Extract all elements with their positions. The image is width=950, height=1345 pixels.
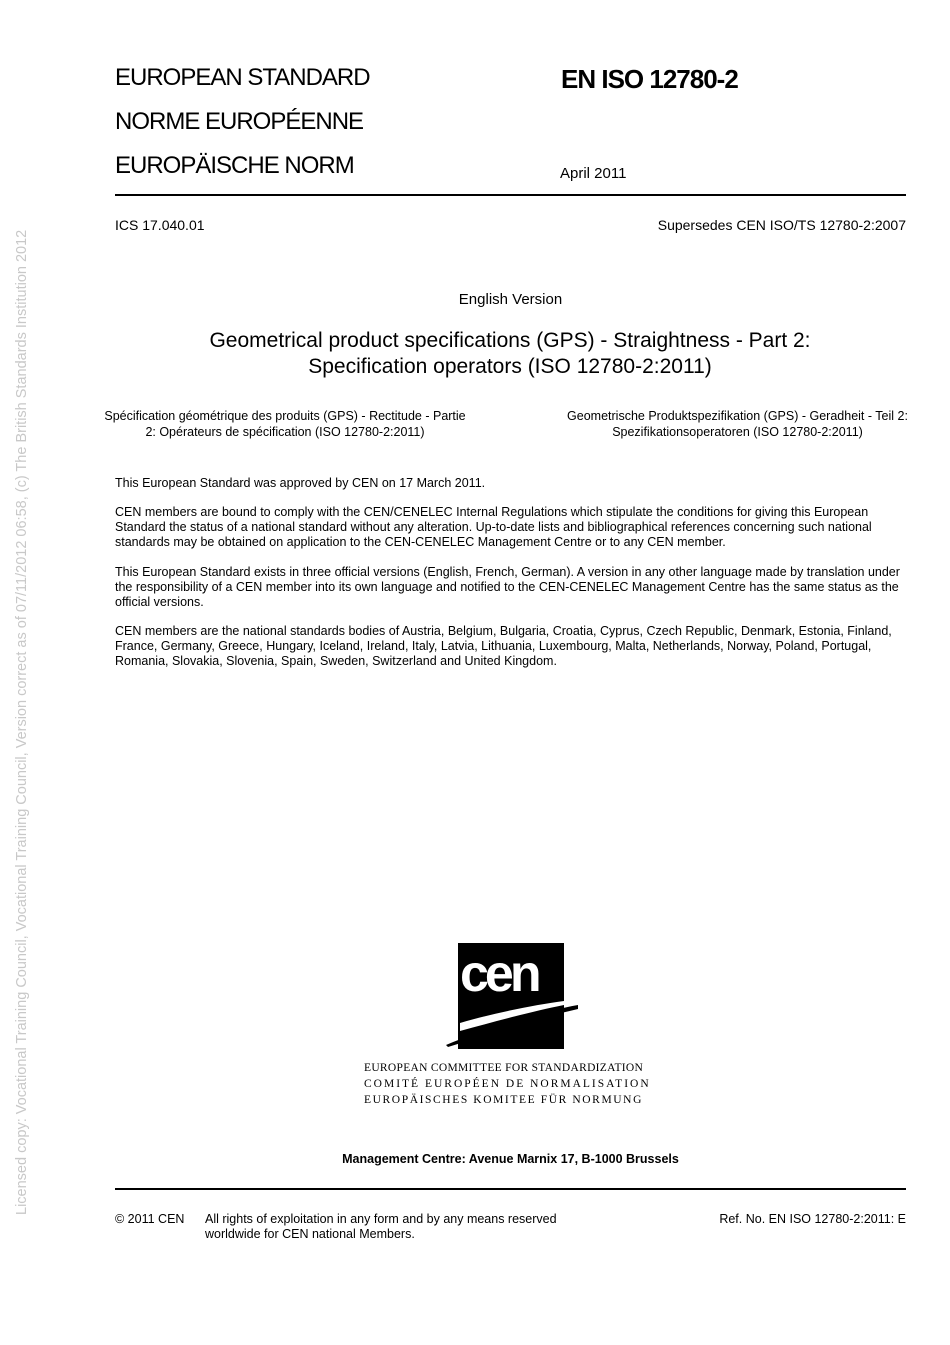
standard-label-en: EUROPEAN STANDARD bbox=[115, 64, 370, 91]
standard-label-fr: NORME EUROPÉENNE bbox=[115, 108, 364, 135]
management-centre: Management Centre: Avenue Marnix 17, B-1000 Brussels bbox=[342, 1152, 679, 1166]
copyright: © 2011 CEN bbox=[115, 1212, 185, 1226]
org-name-de: EUROPÄISCHES KOMITEE FÜR NORMUNG bbox=[364, 1094, 643, 1106]
org-name-fr: COMITÉ EUROPÉEN DE NORMALISATION bbox=[364, 1078, 651, 1090]
publication-date: April 2011 bbox=[560, 165, 627, 182]
members-paragraph: CEN members are the national standards bodies of Austria, Belgium, Bulgaria, Croatia, Cyprus, Czech Republic, Denmark, Estonia, Finland, France, Germany, Greece, Hungary, Iceland, Ireland, Italy, Latvia, Lithuania, Luxembourg, Malta, Netherlands, Norway, Poland, Portugal, Romania, Slovakia, Slovenia, Spain, Sweden, Switzerland and United Kingdom. bbox=[115, 624, 892, 668]
document-title: Geometrical product specifications (GPS) - Straightness - Part 2: Specification operators (ISO 12780-2:2011) bbox=[209, 329, 811, 378]
language-version: English Version bbox=[458, 291, 563, 308]
header-divider bbox=[115, 194, 906, 196]
document-number: EN ISO 12780-2 bbox=[561, 64, 738, 94]
title-french: Spécification géométrique des produits (GPS) - Rectitude - Partie 2: Opérateurs de spécification (ISO 12780-2:2011) bbox=[104, 409, 466, 439]
standard-label-de: EUROPÄISCHE NORM bbox=[115, 152, 354, 179]
supersedes-note: Supersedes CEN ISO/TS 12780-2:2007 bbox=[657, 217, 906, 233]
license-watermark: Licensed copy: Vocational Training Council, Vocational Training Council, Version correct as of 07/11/2012 06:58, (c) The British Standards Institution 2012 bbox=[14, 229, 30, 1215]
footer-divider bbox=[115, 1188, 906, 1190]
title-german: Geometrische Produktspezifikation (GPS) - Geradheit - Teil 2: Spezifikationsoperatoren (ISO 12780-2:2011) bbox=[567, 409, 908, 439]
cen-logo-text: cen bbox=[460, 945, 538, 1003]
reference-number: Ref. No. EN ISO 12780-2:2011: E bbox=[719, 1212, 906, 1226]
org-name-en: EUROPEAN COMMITTEE FOR STANDARDIZATION bbox=[364, 1062, 644, 1074]
compliance-paragraph: CEN members are bound to comply with the CEN/CENELEC Internal Regulations which stipulate the conditions for giving this European Standard the status of a national standard without any alteration. Up-to-date lists and bibliographical references concerning such national standards may be obtained on application to the CEN-CENELEC Management Centre or to any CEN member. bbox=[115, 505, 872, 549]
ics-code: ICS 17.040.01 bbox=[115, 217, 205, 233]
approval-paragraph: This European Standard was approved by CEN on 17 March 2011. bbox=[115, 476, 486, 490]
rights-statement: All rights of exploitation in any form and by any means reserved worldwide for CEN national Members. bbox=[205, 1212, 557, 1241]
versions-paragraph: This European Standard exists in three official versions (English, French, German). A version in any other language made by translation under the responsibility of a CEN member into its own language and notified to the CEN-CENELEC Management Centre has the same status as the official versions. bbox=[115, 565, 900, 609]
cen-logo bbox=[444, 943, 580, 1056]
